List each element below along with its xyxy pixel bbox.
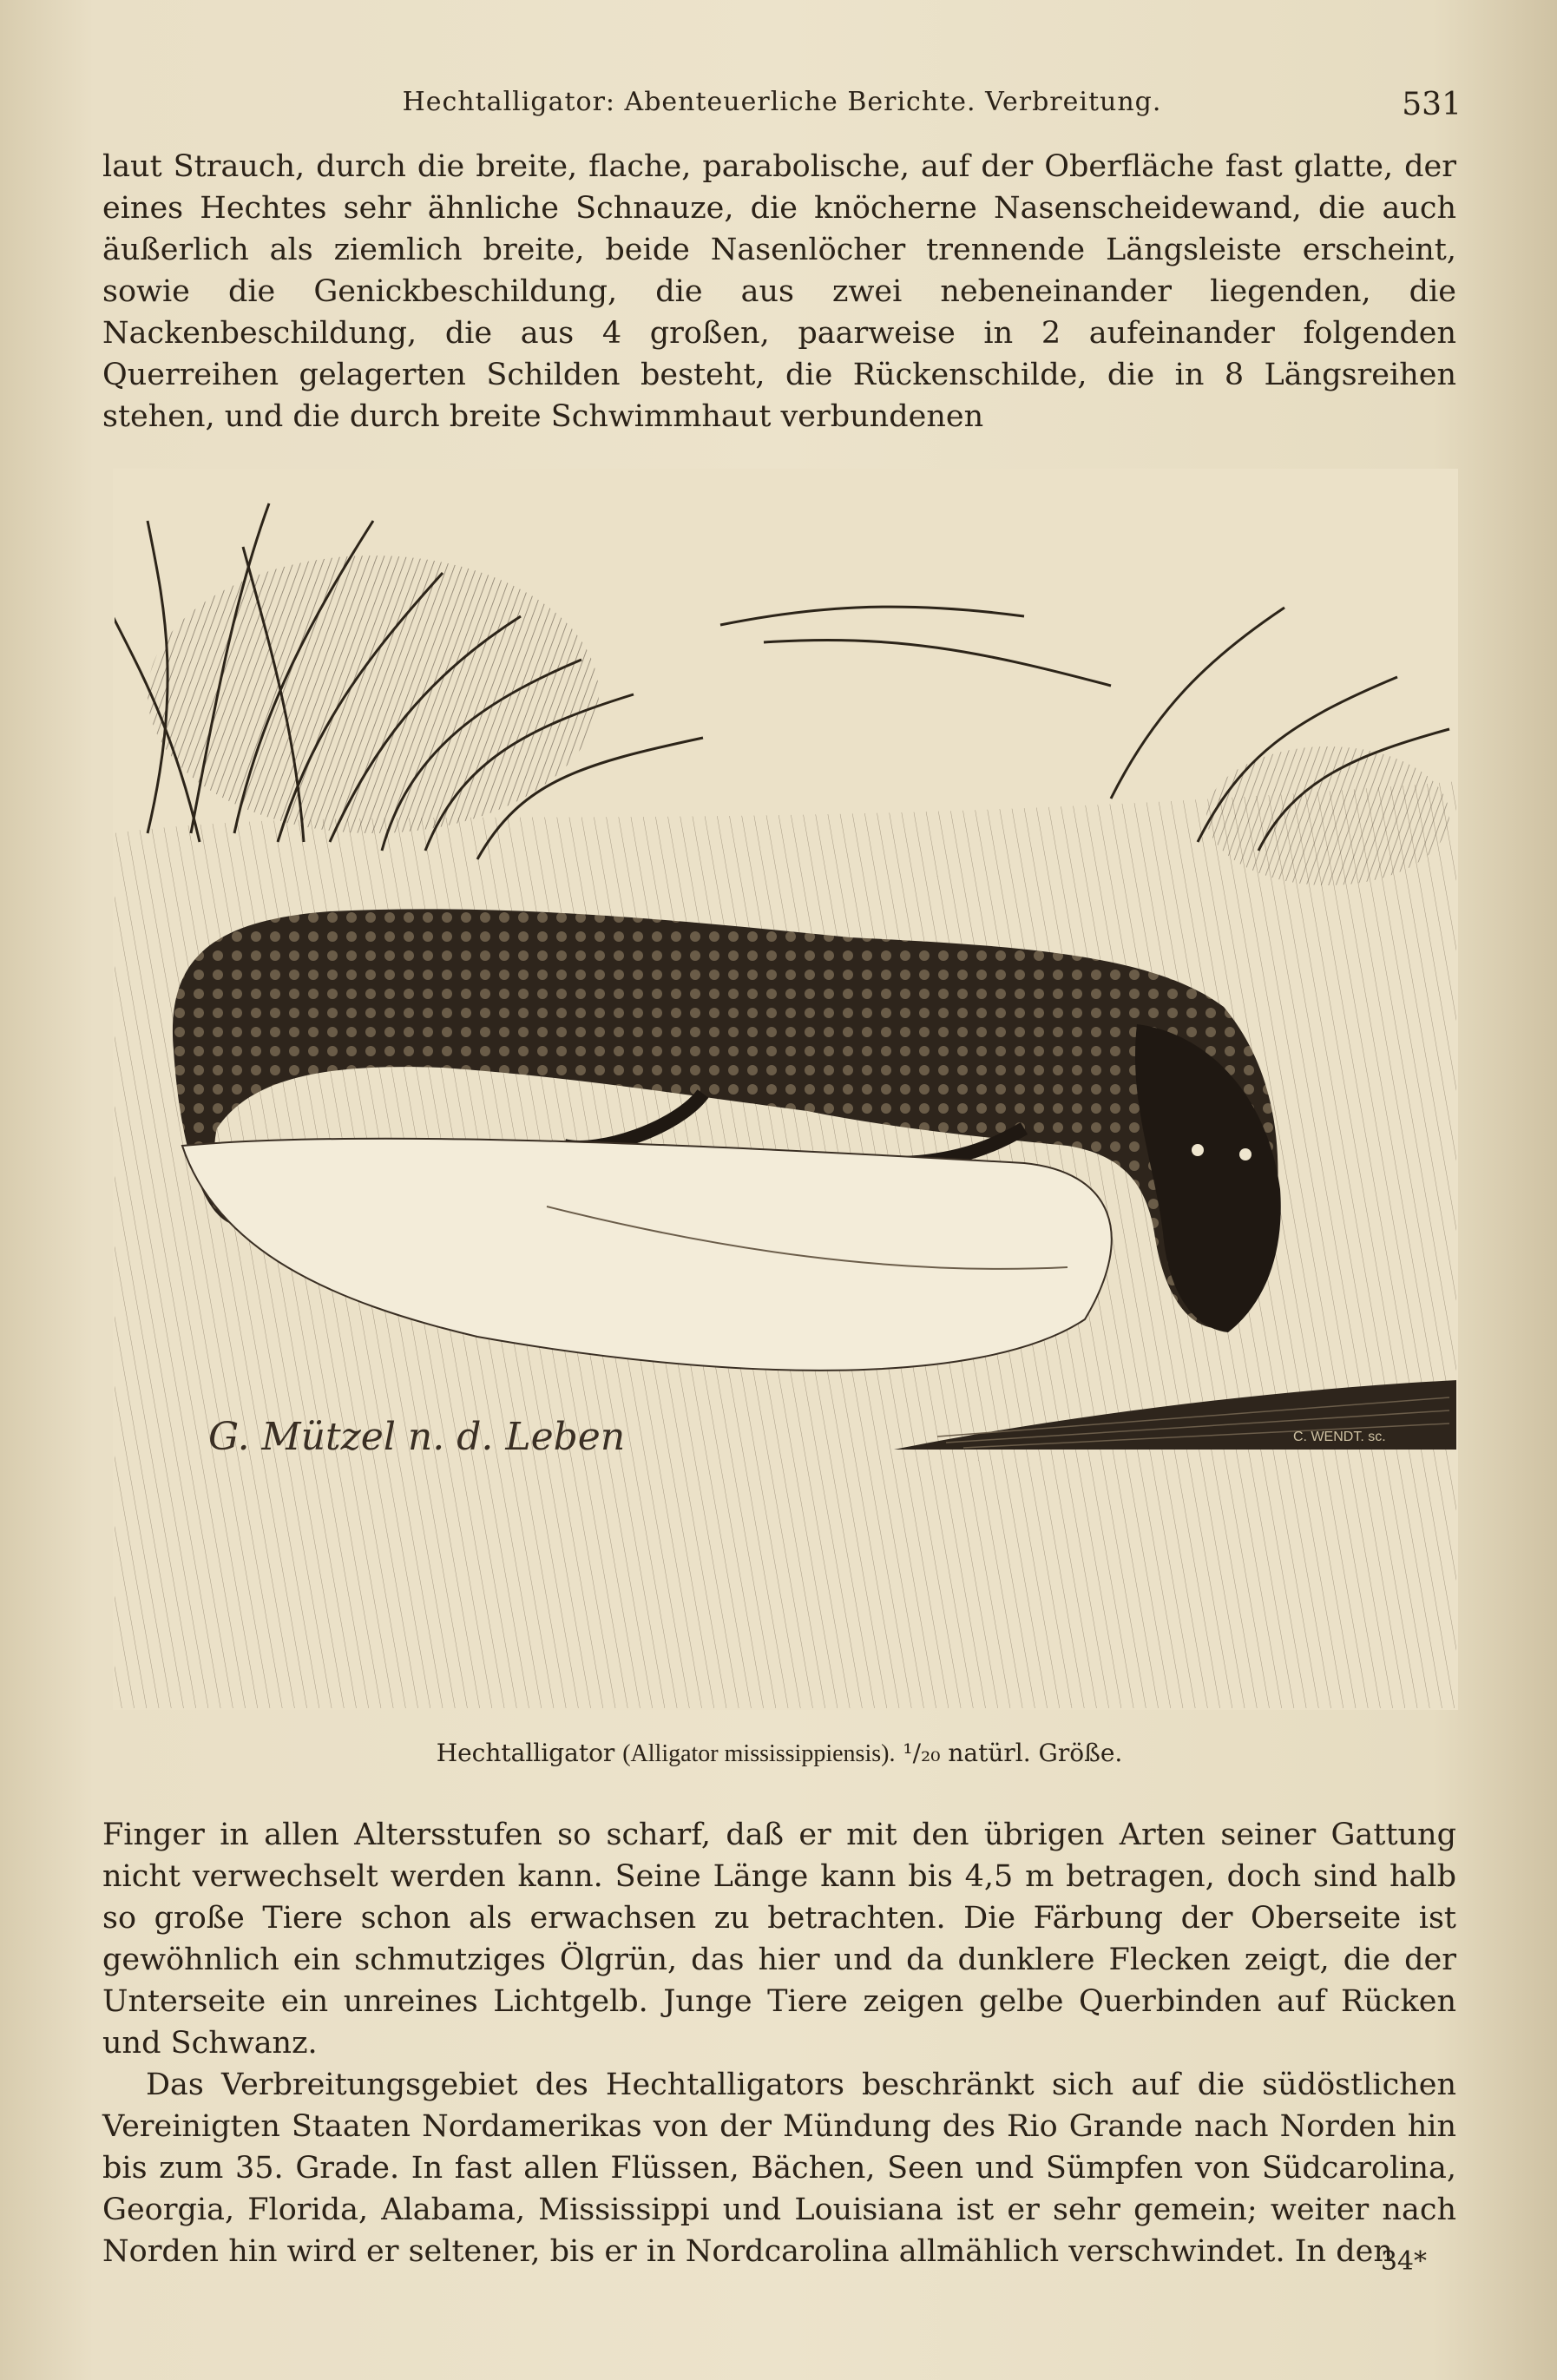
body-text-bottom [102,1814,1456,2272]
paragraph-2: Das Verbreitungsgebiet des Hechtalligators beschränkt sich auf die südöstlichen Vereinigten Staaten Nordamerikas von der Mündung des Rio Grande nach Norden hin bis zum 35. Grade. In fast allen Flüssen, Bächen, Seen und Sümpfen von Südcarolina, Georgia, Florida, Alabama, Mississippi und Louisiana ist er sehr gemein; weiter nach Norden hin wird er seltener, bis er in Nordcarolina allmählich verschwindet. In den [102,2068,1456,2269]
engraver-signature: C. WENDT. sc. [1293,1430,1386,1444]
engraving-illustration [113,469,1458,1710]
paragraph-continued: laut Strauch, durch die breite, flache, parabolische, auf der Oberfläche fast glatte, der eines Hechtes sehr ähnliche Schnauze, die knöcherne Nasenscheidewand, die auch äußerlich als ziemlich breite, beide Nasenlöcher trennende Längsleiste erscheint, sowie die Genickbeschildung, die aus zwei nebeneinander liegenden, die Nackenbeschildung, die aus 4 großen, paarweise in 2 aufeinander folgenden Querreihen gelagerten Schilden besteht, die Rückenschilde, die in 8 Längsreihen stehen, und die durch breite Schwimmhaut verbundenen [102,149,1456,434]
caption-latin: (Alligator mississippiensis). [622,1740,896,1767]
page-header [102,87,1462,130]
paragraph-1: Finger in allen Altersstufen so scharf, daß er mit den übrigen Arten seiner Gattung nicht verwechselt werden kann. Seine Länge kann bis 4,5 m betragen, doch sind halb so große Tiere schon als erwachsen zu betrachten. Die Färbung der Oberseite ist gewöhnlich ein schmutziges Ölgrün, das hier und da dunklere Flecken zeigt, die der Unterseite ein unreines Lichtgelb. Junge Tiere zeigen gelbe Querbinden auf Rücken und Schwanz. [102,1818,1456,2061]
artist-signature: G. Mützel n. d. Leben [208,1415,626,1459]
caption-german: Hechtalligator [436,1739,615,1767]
illustration-alligator [113,469,1458,1710]
running-head: Hechtalligator: Abenteuerliche Berichte. Verbreitung. [402,87,1162,117]
figure-caption [102,1739,1456,1768]
caption-scale: ¹/₂₀ natürl. Größe. [903,1739,1123,1767]
signature-mark: 34* [1380,2246,1427,2277]
body-text-top [102,146,1456,437]
page-number: 531 [1402,87,1462,122]
